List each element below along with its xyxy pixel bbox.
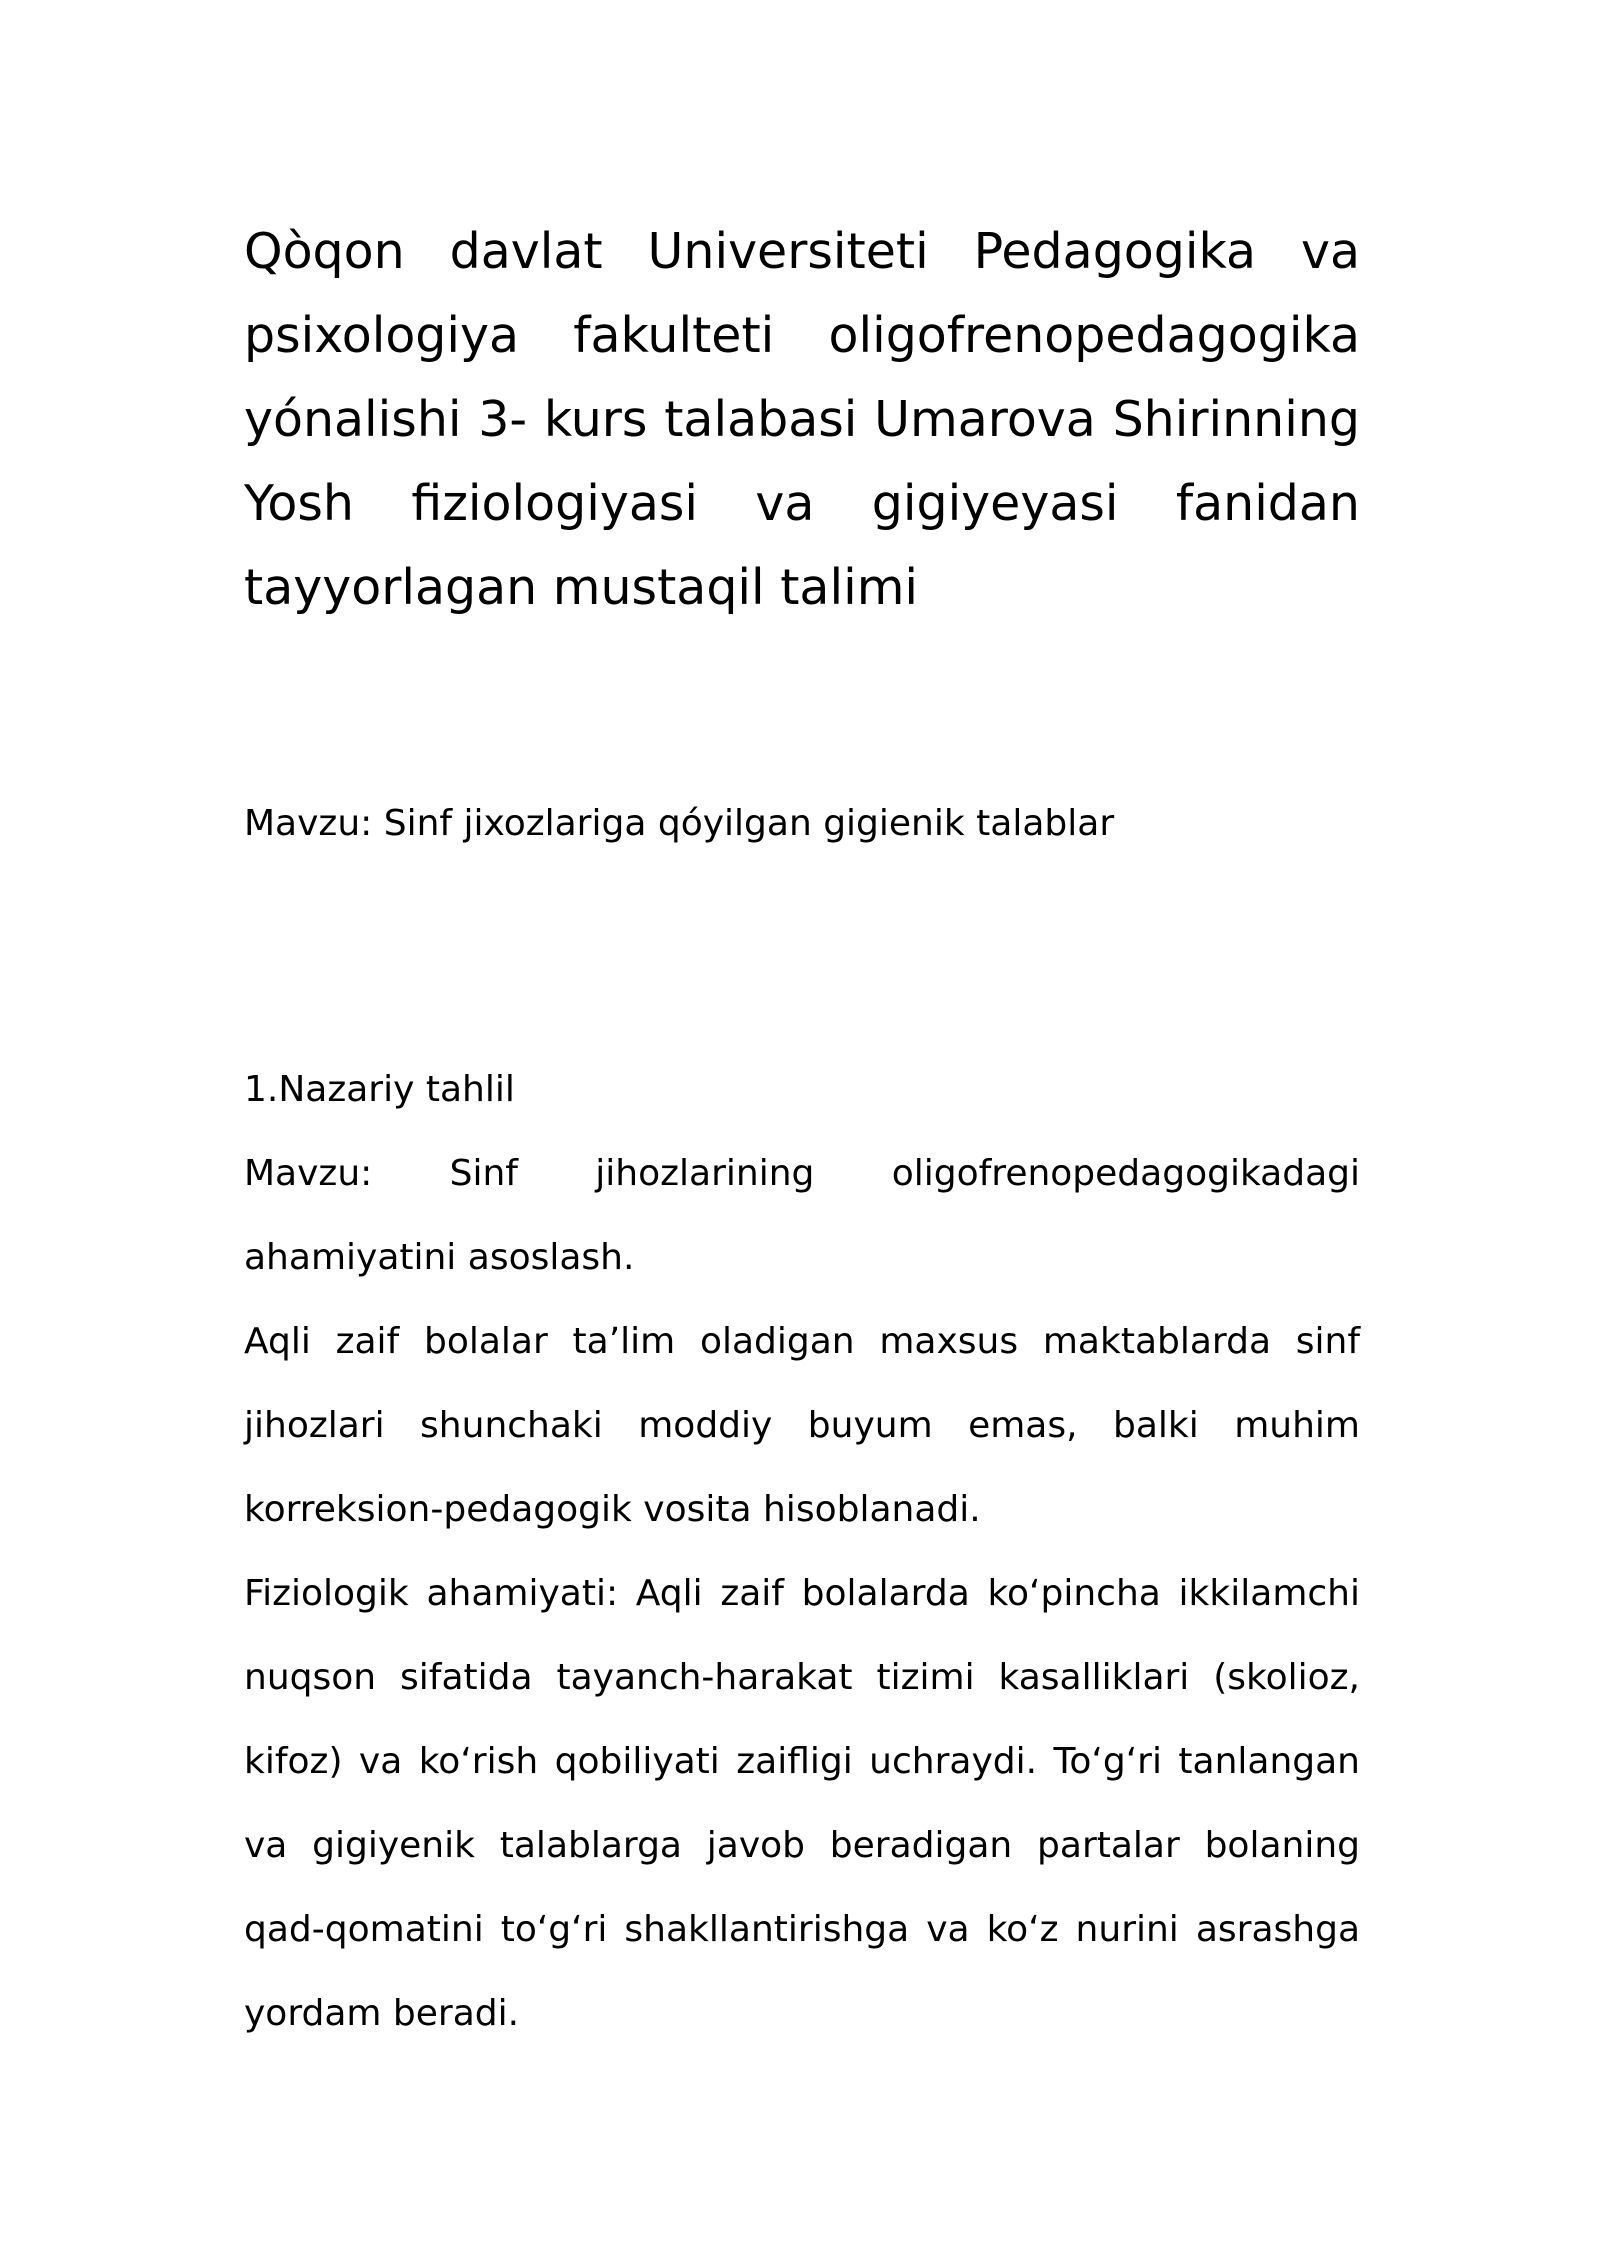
paragraph-1: Mavzu: Sinf jihozlarining oligofrenopedagogikadagi ahamiyatini asoslash. [244,1153,1360,1278]
section-heading: 1.Nazariy tahlil [244,1069,515,1110]
paragraph-2: Aqli zaif bolalar ta’lim oladigan maxsus maktablarda sinf jihozlari shunchaki moddiy buyum emas, balki muhim korreksion-pedagogik vosita hisoblanadi. [244,1321,1360,1530]
paragraph-3: Fiziologik ahamiyati: Aqli zaif bolalarda ko‘pincha ikkilamchi nuqson sifatida tayanch-harakat tizimi kasalliklari (skolioz, kifoz) va ko‘rish qobiliyati zaifligi uchraydi. To‘g‘ri tanlangan va gigiyenik talablarga javob beradigan partalar bolaning qad-qomatini to‘g‘ri shakllantirishga va ko‘z nurini asrashga yordam beradi. [244,1573,1360,2034]
document-topic: Mavzu: Sinf jixozlariga qóyilgan gigienik talablar [244,803,1115,844]
document-title: Qòqon davlat Universiteti Pedagogika va psixologiya fakulteti oligofrenopedagogika yónalishi 3- kurs talabasi Umarova Shirinning Yosh fiziologiyasi va gigiyeyasi fanidan tayyorlagan mustaqil talimi [244,223,1360,616]
document-body [244,210,1360,2056]
section-theoretical-analysis [244,1048,1360,2056]
